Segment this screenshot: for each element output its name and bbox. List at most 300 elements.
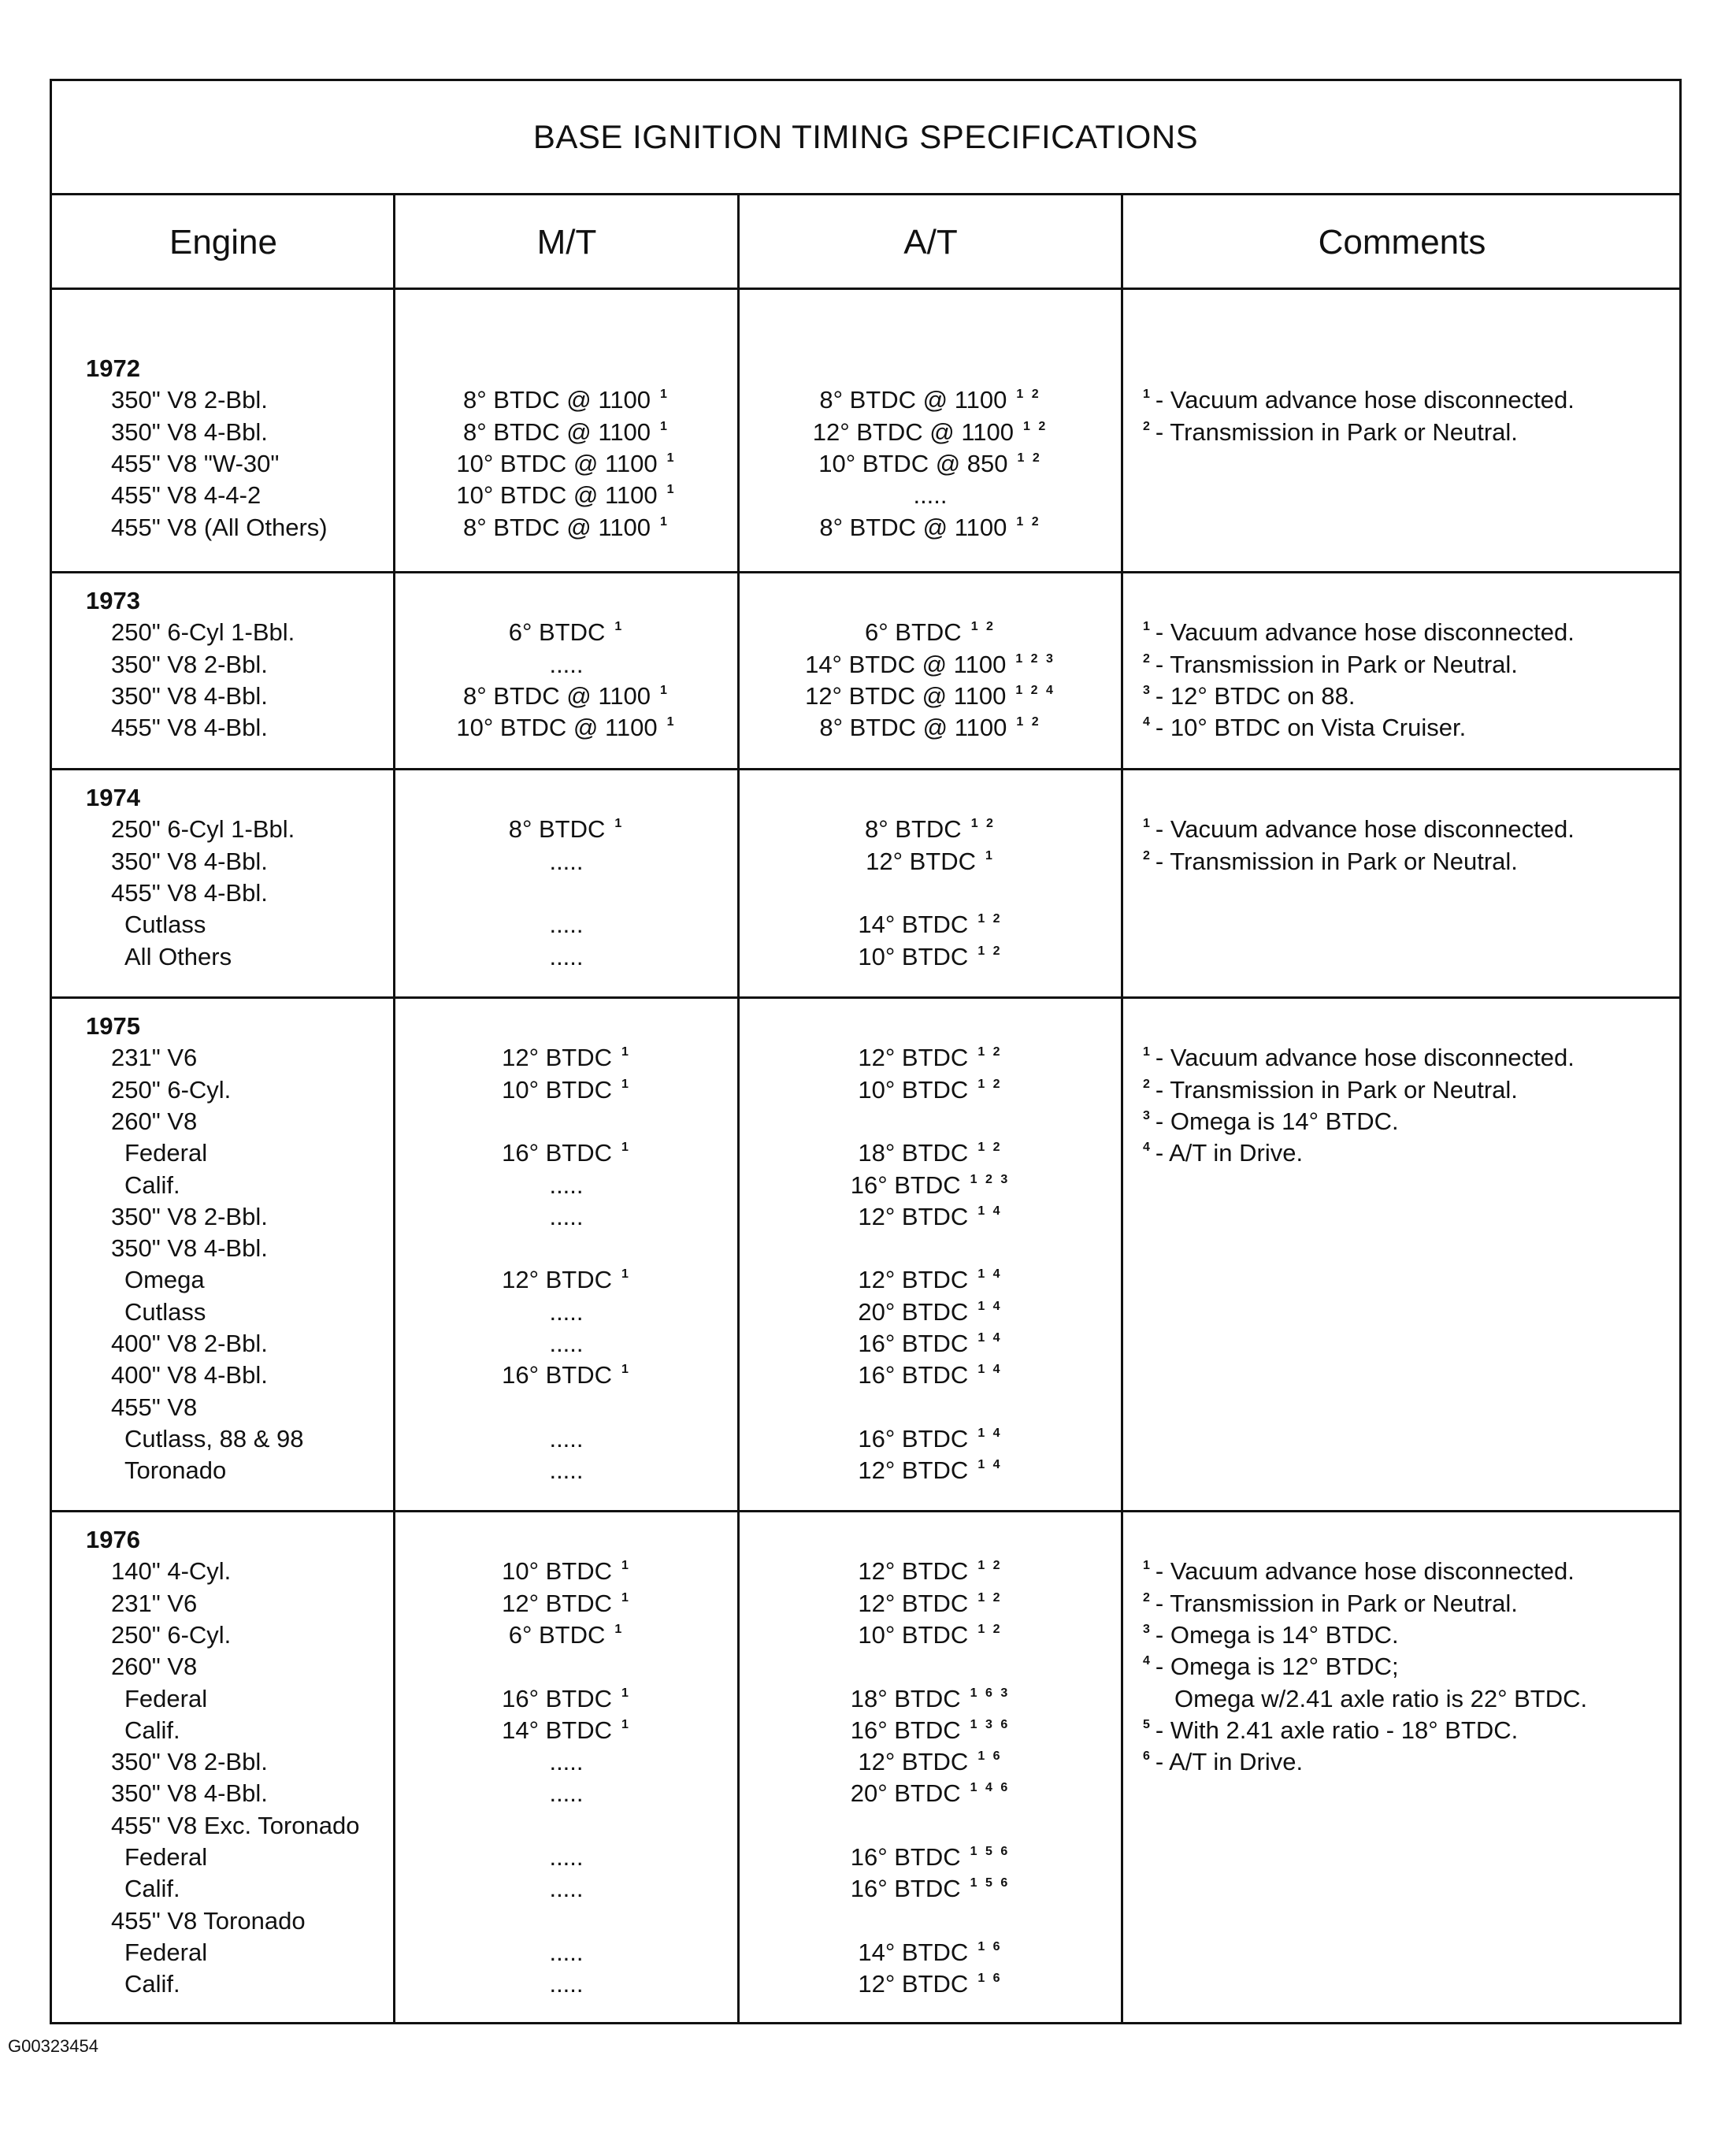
comment-line xyxy=(1143,712,1466,744)
comment-text: - Omega is 14° BTDC. xyxy=(1155,1620,1399,1649)
engine-cell xyxy=(111,1619,231,1651)
at-cell xyxy=(733,1746,1127,1778)
footnote-marker: 1 xyxy=(660,419,670,433)
engine-cell-text: Toronado xyxy=(124,1456,227,1485)
footnote-marker: 1 xyxy=(1143,817,1152,831)
engine-cell xyxy=(111,1392,197,1423)
at-cell xyxy=(733,617,1127,648)
at-cell-text: 8° BTDC @ 1100 xyxy=(819,386,1007,414)
footnote-marker: 1 xyxy=(621,1590,631,1605)
at-cell xyxy=(733,384,1127,416)
at-cell-text: 10° BTDC xyxy=(858,1620,969,1649)
engine-cell-text: 350" V8 2-Bbl. xyxy=(111,386,268,414)
comment-line xyxy=(1143,1556,1575,1587)
mt-cell-text: ..... xyxy=(549,1748,584,1776)
engine-cell xyxy=(111,1746,268,1778)
mt-cell xyxy=(369,1264,763,1296)
footnote-marker: 1 xyxy=(614,817,625,831)
footnote-marker: 1 2 xyxy=(977,1590,1003,1605)
footnote-marker: 1 xyxy=(985,848,995,863)
mt-cell xyxy=(369,1074,763,1106)
at-cell xyxy=(733,909,1127,941)
at-cell xyxy=(733,1683,1127,1715)
at-cell-text: 14° BTDC xyxy=(858,911,969,939)
footnote-marker: 1 4 xyxy=(977,1204,1003,1218)
at-cell-text: 12° BTDC xyxy=(858,1266,969,1294)
comment-text: - Vacuum advance hose disconnected. xyxy=(1155,618,1575,647)
footnote-marker: 1 xyxy=(666,715,677,729)
at-cell xyxy=(733,1074,1127,1106)
at-cell-text: 14° BTDC @ 1100 xyxy=(805,650,1007,678)
mt-cell-text: ..... xyxy=(549,1938,584,1966)
comment-text: - Transmission in Park or Neutral. xyxy=(1155,650,1518,678)
footnote-marker: 1 xyxy=(1143,620,1152,634)
footnote-marker: 1 xyxy=(660,388,670,402)
engine-cell-text: Calif. xyxy=(124,1171,180,1199)
footnote-marker: 1 xyxy=(621,1077,631,1091)
table-title: BASE IGNITION TIMING SPECIFICATIONS xyxy=(52,81,1679,195)
at-cell-text: 18° BTDC xyxy=(858,1139,969,1167)
at-cell xyxy=(733,1556,1127,1587)
at-cell xyxy=(733,1937,1127,1968)
engine-cell xyxy=(124,1297,206,1328)
at-cell-text: 12° BTDC xyxy=(858,1456,969,1485)
engine-cell xyxy=(124,1937,207,1968)
engine-cell-text: 455" V8 4-Bbl. xyxy=(111,878,268,907)
year-section-1976 xyxy=(52,1512,1679,2027)
comment-text: - Omega is 14° BTDC. xyxy=(1155,1107,1399,1135)
footnote-marker: 1 4 xyxy=(977,1299,1003,1313)
footnote-marker: 1 2 xyxy=(977,1045,1003,1059)
mt-cell-text: 6° BTDC xyxy=(508,1620,606,1649)
comment-text: - Omega is 12° BTDC; xyxy=(1155,1653,1399,1681)
engine-cell-text: 350" V8 4-Bbl. xyxy=(111,1779,268,1808)
column-divider xyxy=(737,195,740,2022)
at-cell-text: 20° BTDC xyxy=(850,1779,961,1808)
year-section-1975 xyxy=(52,999,1679,1512)
mt-cell-text: ..... xyxy=(549,1424,584,1452)
footnote-marker: 1 xyxy=(666,483,677,497)
footnote-marker: 1 6 xyxy=(977,1972,1003,1986)
mt-cell-text: ..... xyxy=(549,911,584,939)
at-cell-text: 10° BTDC xyxy=(858,1075,969,1104)
at-cell xyxy=(733,1619,1127,1651)
comment-line xyxy=(1143,1715,1518,1746)
engine-cell-text: 350" V8 4-Bbl. xyxy=(111,681,268,710)
comment-text: - Transmission in Park or Neutral. xyxy=(1155,417,1518,446)
mt-cell xyxy=(369,1455,763,1486)
mt-cell-text: 10° BTDC xyxy=(502,1557,612,1586)
engine-cell xyxy=(124,1683,207,1715)
footnote-marker: 1 2 xyxy=(1023,419,1048,433)
year-label-text: 1973 xyxy=(86,587,140,614)
comment-text: - Vacuum advance hose disconnected. xyxy=(1155,386,1575,414)
engine-cell xyxy=(111,1074,231,1106)
footnote-marker: 1 4 xyxy=(977,1331,1003,1345)
at-cell-text: 16° BTDC xyxy=(858,1424,969,1452)
engine-cell-text: 455" V8 (All Others) xyxy=(111,513,328,541)
footnote-marker: 1 5 6 xyxy=(970,1845,1011,1858)
at-cell xyxy=(733,846,1127,877)
at-cell-text: 16° BTDC xyxy=(858,1330,969,1357)
engine-cell xyxy=(111,1042,197,1074)
mt-cell xyxy=(369,1556,763,1587)
mt-cell xyxy=(369,1619,763,1651)
at-cell-text: 16° BTDC xyxy=(850,1875,961,1903)
mt-cell-text: 10° BTDC @ 1100 xyxy=(456,714,658,742)
mt-cell xyxy=(369,480,763,511)
year-label-text: 1972 xyxy=(86,354,140,382)
comment-line xyxy=(1143,1746,1303,1778)
engine-cell xyxy=(124,1264,205,1296)
engine-cell xyxy=(111,1651,197,1683)
timing-spec-table xyxy=(50,79,1682,2024)
engine-cell xyxy=(124,1455,226,1486)
at-cell xyxy=(733,480,1127,511)
at-cell xyxy=(733,1170,1127,1201)
mt-cell xyxy=(369,1968,763,2000)
engine-cell xyxy=(124,1423,303,1455)
mt-cell-text: 10° BTDC @ 1100 xyxy=(456,481,658,510)
mt-cell-text: ..... xyxy=(549,1456,584,1485)
engine-cell-text: 231" V6 xyxy=(111,1044,198,1072)
engine-cell xyxy=(111,1905,306,1937)
at-cell xyxy=(733,941,1127,973)
comment-text: - A/T in Drive. xyxy=(1155,1748,1304,1776)
mt-cell xyxy=(369,941,763,973)
mt-cell-text: 16° BTDC xyxy=(502,1361,612,1389)
comment-text: - Transmission in Park or Neutral. xyxy=(1155,847,1518,875)
at-cell xyxy=(733,1842,1127,1873)
mt-cell xyxy=(369,846,763,877)
at-cell xyxy=(733,1588,1127,1619)
engine-cell-text: 400" V8 4-Bbl. xyxy=(111,1361,268,1389)
at-cell-text: 12° BTDC xyxy=(858,1970,969,1998)
footnote-marker: 2 xyxy=(1143,1077,1152,1091)
engine-cell-text: 260" V8 xyxy=(111,1653,198,1681)
mt-cell-text: 6° BTDC xyxy=(508,618,606,647)
mt-cell xyxy=(369,448,763,480)
mt-cell-text: 12° BTDC xyxy=(502,1044,612,1072)
comment-line xyxy=(1143,1106,1399,1137)
mt-cell-text: ..... xyxy=(549,1779,584,1808)
engine-cell-text: Omega xyxy=(124,1266,205,1294)
engine-cell xyxy=(111,617,295,648)
engine-cell xyxy=(111,877,268,909)
engine-cell xyxy=(111,1328,268,1360)
footnote-marker: 1 xyxy=(621,1686,631,1700)
at-cell xyxy=(733,417,1127,448)
mt-cell xyxy=(369,1683,763,1715)
footnote-marker: 1 xyxy=(621,1141,631,1155)
engine-cell-text: 400" V8 2-Bbl. xyxy=(111,1330,268,1357)
mt-cell-text: 8° BTDC @ 1100 xyxy=(463,513,651,541)
footnote-marker: 1 xyxy=(621,1717,631,1731)
footnote-marker: 2 xyxy=(1143,1590,1152,1605)
footnote-marker: 1 xyxy=(660,683,670,697)
mt-cell-text: 10° BTDC xyxy=(502,1075,612,1104)
mt-cell xyxy=(369,814,763,845)
engine-cell xyxy=(111,1201,268,1233)
engine-cell-text: Federal xyxy=(124,1139,208,1167)
footnote-marker: 1 6 xyxy=(977,1749,1003,1764)
at-cell-text: 6° BTDC xyxy=(865,618,962,647)
engine-cell xyxy=(111,384,268,416)
at-cell xyxy=(733,448,1127,480)
at-cell-text: 8° BTDC xyxy=(865,815,962,844)
comment-line xyxy=(1143,681,1356,712)
at-cell xyxy=(733,1264,1127,1296)
comment-text: Omega w/2.41 axle ratio is 22° BTDC. xyxy=(1174,1684,1588,1712)
comment-text: - A/T in Drive. xyxy=(1155,1139,1304,1167)
footnote-marker: 1 2 xyxy=(1016,388,1041,402)
mt-cell-text: ..... xyxy=(549,1202,584,1230)
mt-cell-text: 8° BTDC @ 1100 xyxy=(463,417,651,446)
at-cell-text: 10° BTDC @ 850 xyxy=(818,449,1008,477)
at-cell-text: ..... xyxy=(913,481,948,510)
engine-cell xyxy=(111,417,268,448)
engine-cell xyxy=(124,1968,180,2000)
at-cell xyxy=(733,649,1127,681)
footnote-marker: 4 xyxy=(1143,1654,1152,1668)
at-cell-text: 14° BTDC xyxy=(858,1938,969,1966)
engine-cell-text: 260" V8 xyxy=(111,1107,198,1135)
footnote-marker: 1 2 3 xyxy=(1015,651,1055,666)
mt-cell-text: 8° BTDC xyxy=(508,815,606,844)
engine-cell xyxy=(111,1556,231,1587)
engine-cell-text: 350" V8 4-Bbl. xyxy=(111,417,268,446)
engine-cell xyxy=(124,1170,180,1201)
footnote-marker: 1 2 xyxy=(1016,514,1041,529)
at-cell-text: 10° BTDC xyxy=(858,942,969,970)
comment-text: - Vacuum advance hose disconnected. xyxy=(1155,1557,1575,1586)
footnote-marker: 1 2 xyxy=(977,1077,1003,1091)
footnote-marker: 4 xyxy=(1143,1141,1152,1155)
figure-code: G00323454 xyxy=(8,2036,98,2056)
engine-cell xyxy=(111,814,295,845)
footnote-marker: 1 xyxy=(621,1559,631,1573)
comment-line xyxy=(1143,617,1575,648)
comment-text: - With 2.41 axle ratio - 18° BTDC. xyxy=(1155,1716,1519,1744)
at-cell-text: 12° BTDC @ 1100 xyxy=(812,417,1014,446)
mt-cell xyxy=(369,909,763,941)
footnote-marker: 1 4 xyxy=(977,1363,1003,1377)
comment-text: - Vacuum advance hose disconnected. xyxy=(1155,815,1575,844)
comment-text: - Vacuum advance hose disconnected. xyxy=(1155,1044,1575,1072)
at-cell-text: 8° BTDC @ 1100 xyxy=(819,714,1007,742)
comment-line xyxy=(1143,1619,1399,1651)
footnote-marker: 2 xyxy=(1143,419,1152,433)
mt-cell xyxy=(369,1842,763,1873)
footnote-marker: 3 xyxy=(1143,683,1152,697)
footnote-marker: 1 4 6 xyxy=(970,1781,1011,1795)
footnote-marker: 5 xyxy=(1143,1717,1152,1731)
engine-cell xyxy=(111,512,328,544)
engine-cell-text: Federal xyxy=(124,1843,208,1871)
footnote-marker: 1 6 xyxy=(977,1939,1003,1953)
at-cell-text: 16° BTDC xyxy=(850,1843,961,1871)
mt-cell-text: ..... xyxy=(549,1297,584,1326)
at-cell xyxy=(733,1042,1127,1074)
mt-cell xyxy=(369,1937,763,1968)
mt-cell xyxy=(369,1778,763,1809)
comment-line xyxy=(1143,1588,1518,1619)
at-cell-text: 16° BTDC xyxy=(850,1716,961,1744)
footnote-marker: 1 xyxy=(621,1045,631,1059)
header-row xyxy=(52,195,1679,290)
at-cell-text: 20° BTDC xyxy=(858,1297,969,1326)
at-cell-text: 12° BTDC xyxy=(858,1557,969,1586)
mt-cell xyxy=(369,1746,763,1778)
at-cell xyxy=(733,1968,1127,2000)
at-cell-text: 12° BTDC @ 1100 xyxy=(805,681,1007,710)
at-cell-text: 12° BTDC xyxy=(858,1044,969,1072)
mt-cell xyxy=(369,417,763,448)
engine-cell-text: Calif. xyxy=(124,1716,180,1744)
mt-cell-text: ..... xyxy=(549,1330,584,1357)
engine-cell xyxy=(111,712,268,744)
year-label-text: 1976 xyxy=(86,1526,140,1553)
mt-cell-text: ..... xyxy=(549,1843,584,1871)
engine-cell-text: Federal xyxy=(124,1684,208,1712)
at-cell xyxy=(733,1297,1127,1328)
at-cell xyxy=(733,1328,1127,1360)
footnote-marker: 1 6 3 xyxy=(970,1686,1011,1700)
year-label xyxy=(86,1011,140,1042)
at-cell-text: 18° BTDC xyxy=(850,1684,961,1712)
footnote-marker: 4 xyxy=(1143,715,1152,729)
engine-cell xyxy=(111,1106,197,1137)
mt-cell-text: 8° BTDC @ 1100 xyxy=(463,681,651,710)
header-at: A/T xyxy=(903,223,958,262)
at-cell-text: 8° BTDC @ 1100 xyxy=(819,513,1007,541)
mt-cell xyxy=(369,649,763,681)
engine-cell-text: 455" V8 Exc. Toronado xyxy=(111,1811,360,1839)
footnote-marker: 1 2 xyxy=(977,912,1003,926)
column-divider xyxy=(1121,195,1123,2022)
engine-cell xyxy=(111,1778,268,1809)
engine-cell-text: Cutlass, 88 & 98 xyxy=(124,1424,304,1452)
engine-cell xyxy=(124,909,206,941)
engine-cell-text: 455" V8 4-Bbl. xyxy=(111,714,268,742)
at-cell xyxy=(733,1455,1127,1486)
at-cell-text: 12° BTDC xyxy=(858,1748,969,1776)
mt-cell xyxy=(369,1328,763,1360)
at-cell xyxy=(733,512,1127,544)
at-cell xyxy=(733,712,1127,744)
footnote-marker: 1 xyxy=(621,1363,631,1377)
year-label xyxy=(86,353,140,384)
mt-cell-text: ..... xyxy=(549,650,584,678)
footnote-marker: 1 2 xyxy=(1017,451,1042,465)
footnote-marker: 1 xyxy=(614,1622,625,1636)
engine-cell xyxy=(124,1137,207,1169)
mt-cell xyxy=(369,1137,763,1169)
at-cell xyxy=(733,1201,1127,1233)
at-cell xyxy=(733,1137,1127,1169)
mt-cell-text: 14° BTDC xyxy=(502,1716,612,1744)
year-section-1972 xyxy=(52,290,1679,573)
comment-line xyxy=(1174,1683,1587,1715)
engine-cell xyxy=(111,846,268,877)
comment-line xyxy=(1143,1137,1303,1169)
mt-cell xyxy=(369,712,763,744)
engine-cell xyxy=(111,681,268,712)
year-label xyxy=(86,585,140,617)
engine-cell-text: Calif. xyxy=(124,1970,180,1998)
column-divider xyxy=(393,195,395,2022)
mt-cell xyxy=(369,617,763,648)
year-label xyxy=(86,782,140,814)
mt-cell xyxy=(369,1588,763,1619)
at-cell xyxy=(733,1423,1127,1455)
footnote-marker: 6 xyxy=(1143,1749,1152,1764)
footnote-marker: 1 5 6 xyxy=(970,1876,1011,1890)
at-cell xyxy=(733,1778,1127,1809)
footnote-marker: 1 xyxy=(1143,1559,1152,1573)
engine-cell-text: 350" V8 4-Bbl. xyxy=(111,847,268,875)
header-mt: M/T xyxy=(536,223,597,262)
footnote-marker: 1 2 xyxy=(970,620,996,634)
comment-text: - Transmission in Park or Neutral. xyxy=(1155,1075,1518,1104)
mt-cell xyxy=(369,1360,763,1391)
engine-cell-text: 455" V8 Toronado xyxy=(111,1906,306,1935)
footnote-marker: 1 xyxy=(1143,388,1152,402)
comment-line xyxy=(1143,1651,1399,1683)
engine-cell-text: 350" V8 2-Bbl. xyxy=(111,1202,268,1230)
footnote-marker: 2 xyxy=(1143,651,1152,666)
header-comments: Comments xyxy=(1318,223,1486,262)
engine-cell xyxy=(111,649,268,681)
footnote-marker: 1 2 xyxy=(977,1559,1003,1573)
engine-cell-text: 231" V6 xyxy=(111,1589,198,1617)
engine-cell-text: 250" 6-Cyl. xyxy=(111,1620,232,1649)
year-section-1973 xyxy=(52,573,1679,770)
engine-cell-text: 250" 6-Cyl. xyxy=(111,1075,232,1104)
mt-cell-text: 8° BTDC @ 1100 xyxy=(463,386,651,414)
footnote-marker: 1 4 xyxy=(977,1267,1003,1282)
mt-cell-text: ..... xyxy=(549,1171,584,1199)
at-cell xyxy=(733,681,1127,712)
mt-cell-text: ..... xyxy=(549,942,584,970)
footnote-marker: 2 xyxy=(1143,848,1152,863)
mt-cell xyxy=(369,512,763,544)
at-cell xyxy=(733,1715,1127,1746)
mt-cell xyxy=(369,1423,763,1455)
engine-cell-text: 250" 6-Cyl 1-Bbl. xyxy=(111,618,295,647)
engine-cell xyxy=(124,1873,180,1905)
engine-cell xyxy=(124,941,232,973)
mt-cell xyxy=(369,1042,763,1074)
mt-cell-text: 10° BTDC @ 1100 xyxy=(456,449,658,477)
year-section-1974 xyxy=(52,770,1679,999)
comment-line xyxy=(1143,814,1575,845)
footnote-marker: 1 xyxy=(1143,1045,1152,1059)
comment-text: - 12° BTDC on 88. xyxy=(1155,681,1356,710)
footnote-marker: 1 2 4 xyxy=(1015,683,1055,697)
comment-line xyxy=(1143,846,1518,877)
mt-cell-text: ..... xyxy=(549,1970,584,1998)
footnote-marker: 1 4 xyxy=(977,1458,1003,1472)
mt-cell-text: 16° BTDC xyxy=(502,1139,612,1167)
engine-cell-text: Cutlass xyxy=(124,1297,206,1326)
at-cell-text: 16° BTDC xyxy=(850,1171,961,1199)
footnote-marker: 1 2 xyxy=(977,1141,1003,1155)
footnote-marker: 1 2 xyxy=(977,1622,1003,1636)
mt-cell-text: 16° BTDC xyxy=(502,1684,612,1712)
at-cell-text: 16° BTDC xyxy=(858,1361,969,1389)
mt-cell xyxy=(369,1170,763,1201)
